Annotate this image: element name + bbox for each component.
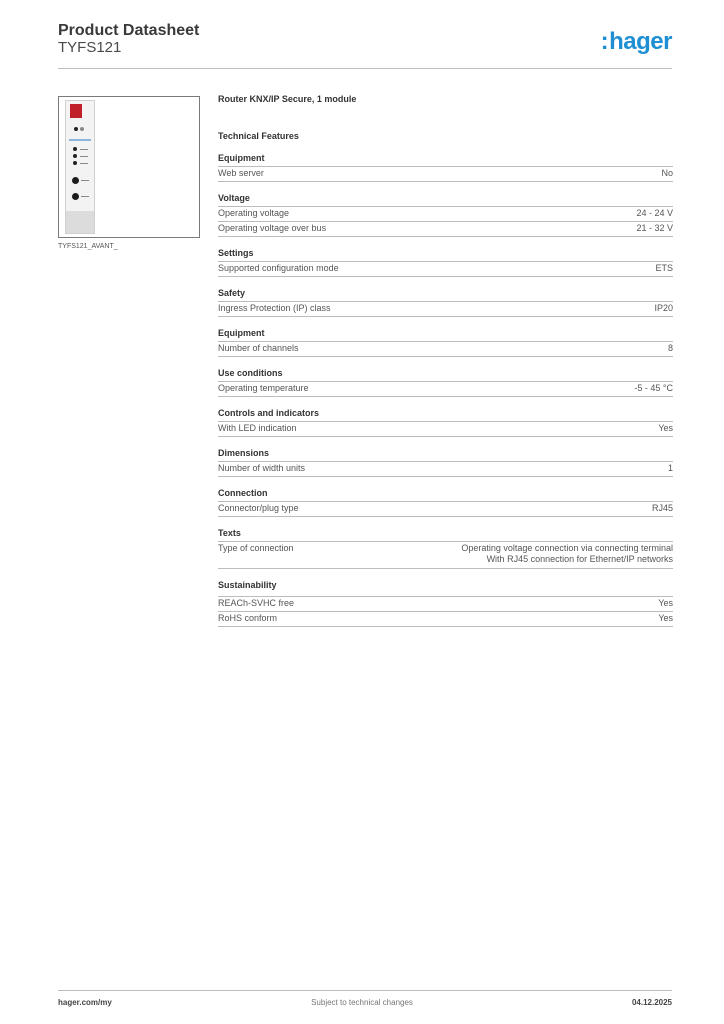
product-name: Router KNX/IP Secure, 1 module bbox=[218, 94, 357, 104]
page-title: Product Datasheet bbox=[58, 22, 200, 39]
spec-label: Number of channels bbox=[218, 343, 299, 353]
product-code: TYFS121 bbox=[58, 39, 122, 56]
label-line bbox=[80, 163, 88, 164]
section-title: Safety bbox=[218, 288, 673, 302]
spec-value: No bbox=[661, 168, 673, 178]
features-heading: Technical Features bbox=[218, 131, 299, 141]
header-divider bbox=[58, 68, 672, 69]
section-connection bbox=[218, 488, 673, 517]
section-title: Voltage bbox=[218, 193, 673, 207]
section-title: Sustainability bbox=[218, 580, 673, 597]
spec-value: Yes bbox=[658, 613, 673, 623]
button-knob bbox=[72, 193, 79, 200]
spec-row bbox=[218, 167, 673, 182]
spec-label: RoHS conform bbox=[218, 613, 278, 623]
spec-value: IP20 bbox=[654, 303, 673, 313]
spec-value: -5 - 45 °C bbox=[634, 383, 673, 393]
section-settings bbox=[218, 248, 673, 277]
label-line bbox=[80, 156, 88, 157]
spec-label: With LED indication bbox=[218, 423, 297, 433]
spec-value: 1 bbox=[667, 463, 673, 473]
section-safety bbox=[218, 288, 673, 317]
spec-row bbox=[218, 542, 673, 569]
spec-row bbox=[218, 612, 673, 627]
led-display bbox=[70, 104, 82, 118]
indicator-dot bbox=[80, 127, 84, 131]
indicator-dot bbox=[73, 154, 77, 158]
label-line bbox=[81, 196, 89, 197]
spec-label: Number of width units bbox=[218, 463, 306, 473]
spec-value: Yes bbox=[658, 598, 673, 608]
indicator-dot bbox=[74, 127, 78, 131]
hager-logo: :hager bbox=[600, 28, 672, 55]
spec-row bbox=[218, 342, 673, 357]
footer-divider bbox=[58, 990, 672, 991]
brand-strip bbox=[69, 139, 91, 141]
footer-website: hager.com/my bbox=[58, 998, 112, 1007]
spec-row bbox=[218, 502, 673, 517]
spec-label: Type of connection bbox=[218, 543, 294, 553]
section-title: Texts bbox=[218, 528, 673, 542]
spec-row bbox=[218, 462, 673, 477]
section-title: Connection bbox=[218, 488, 673, 502]
section-texts bbox=[218, 528, 673, 569]
device-illustration bbox=[65, 100, 95, 234]
spec-value: 24 - 24 V bbox=[636, 208, 673, 218]
section-title: Dimensions bbox=[218, 448, 673, 462]
section-title: Controls and indicators bbox=[218, 408, 673, 422]
spec-label: Operating voltage bbox=[218, 208, 290, 218]
spec-label: REACh-SVHC free bbox=[218, 598, 295, 608]
label-line bbox=[80, 149, 88, 150]
spec-row bbox=[218, 382, 673, 397]
spec-label: Connector/plug type bbox=[218, 503, 299, 513]
section-equipment-channels bbox=[218, 328, 673, 357]
spec-value: Yes bbox=[658, 423, 673, 433]
section-title: Use conditions bbox=[218, 368, 673, 382]
spec-label: Ingress Protection (IP) class bbox=[218, 303, 331, 313]
spec-row bbox=[218, 422, 673, 437]
section-voltage bbox=[218, 193, 673, 237]
label-line bbox=[81, 180, 89, 181]
spec-row bbox=[218, 222, 673, 237]
indicator-dot bbox=[73, 147, 77, 151]
spec-label: Web server bbox=[218, 168, 264, 178]
section-title: Equipment bbox=[218, 153, 673, 167]
spec-value: RJ45 bbox=[651, 503, 673, 513]
section-controls bbox=[218, 408, 673, 437]
section-dimensions bbox=[218, 448, 673, 477]
spec-row bbox=[218, 207, 673, 222]
spec-value: ETS bbox=[655, 263, 673, 273]
section-title: Settings bbox=[218, 248, 673, 262]
indicator-dot bbox=[73, 161, 77, 165]
spec-value: 8 bbox=[667, 343, 673, 353]
spec-row bbox=[218, 597, 673, 612]
section-title: Equipment bbox=[218, 328, 673, 342]
section-use-conditions bbox=[218, 368, 673, 397]
spec-value: 21 - 32 V bbox=[636, 223, 673, 233]
spec-label: Operating voltage over bus bbox=[218, 223, 327, 233]
spec-row bbox=[218, 302, 673, 317]
image-caption: TYFS121_AVANT_ bbox=[58, 243, 118, 250]
spec-row bbox=[218, 262, 673, 277]
footer-date: 04.12.2025 bbox=[631, 998, 672, 1007]
product-image bbox=[58, 96, 200, 238]
section-equipment bbox=[218, 153, 673, 182]
spec-label: Supported configuration mode bbox=[218, 263, 339, 273]
spec-label: Operating temperature bbox=[218, 383, 309, 393]
button-knob bbox=[72, 177, 79, 184]
footer-notice: Subject to technical changes bbox=[311, 998, 413, 1007]
spec-value: Operating voltage connection via connecting terminal With RJ45 connection for Ethernet/IP networks bbox=[461, 543, 673, 564]
terminal-block bbox=[66, 211, 94, 233]
technical-content bbox=[218, 94, 673, 638]
section-sustainability bbox=[218, 580, 673, 627]
